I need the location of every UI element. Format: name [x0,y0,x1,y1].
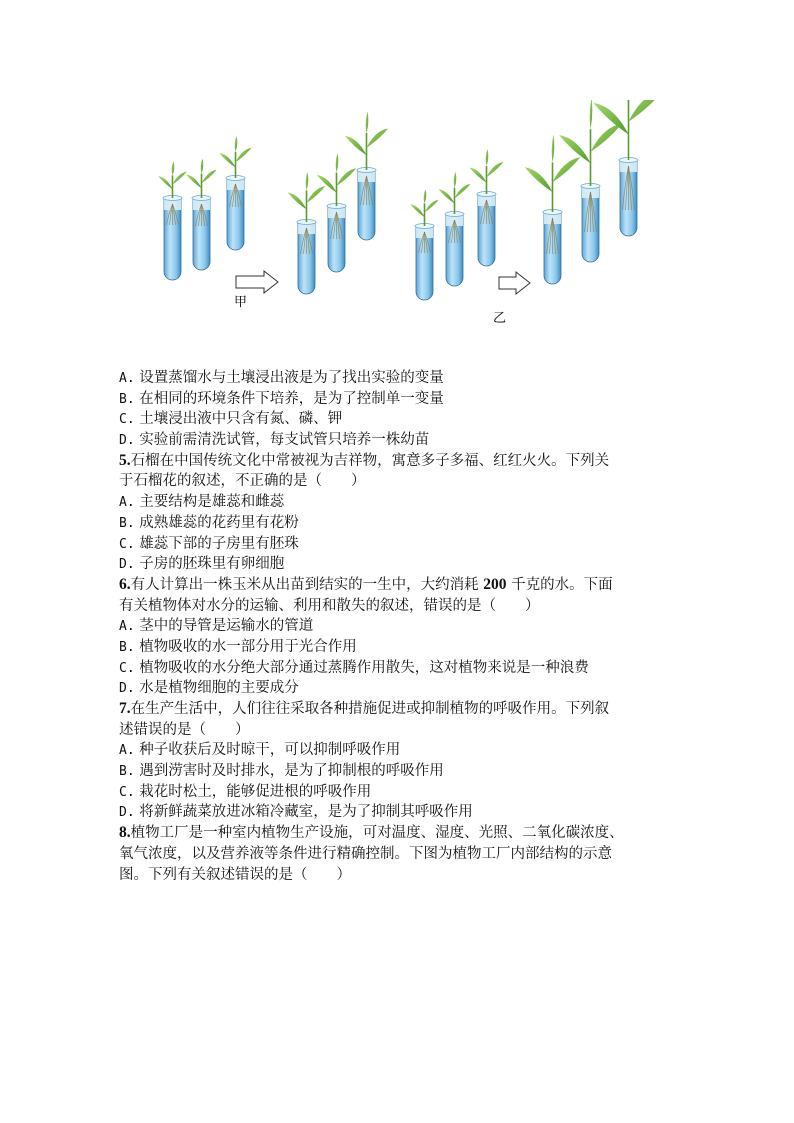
option-text: 成熟雄蕊的花药里有花粉 [139,514,299,531]
option-a [119,368,679,389]
option-a [119,492,679,513]
option-d [119,802,679,823]
option-letter: C. [119,660,135,676]
test-tube [594,100,664,236]
stem-text: 千克的水。下面 [506,576,613,593]
option-c [119,534,679,555]
option-d [119,430,679,451]
option-text: 种子收获后及时晾干，可以抑制呼吸作用 [139,742,401,759]
stem-text: 氧气浓度，以及营养液等条件进行精确控制。下图为植物工厂内部结构的示意 [119,845,612,862]
question-5 [119,451,679,575]
stem-text: 图。下列有关叙述错误的是（ ） [119,866,351,883]
stem-text: 述错误的是（ ） [119,721,250,738]
test-tube [559,100,622,262]
option-a [119,740,679,761]
option-text: 设置蒸馏水与土壤浸出液是为了找出实验的变量 [139,370,444,386]
option-c [119,409,679,430]
arrow-right-icon [499,272,530,294]
test-tube [219,136,251,250]
option-letter: B. [119,515,135,531]
option-b [119,513,679,534]
option-text: 在相同的环境条件下培养，是为了控制单一变量 [139,390,444,407]
question-7 [119,699,679,823]
test-tube [525,135,581,284]
option-c [119,658,679,679]
option-text: 植物吸收的水分绝大部分通过蒸腾作用散失，这对植物来说是一种浪费 [139,659,589,676]
question-number: 7. [119,700,131,717]
test-tube [345,112,388,241]
question-area [119,368,679,885]
option-letter: B. [119,764,135,780]
question-8 [119,823,679,885]
question-stem [119,699,679,720]
q4-options [119,368,679,451]
seedling-test-tube-figure [150,100,670,340]
option-letter: D. [119,805,135,821]
question-stem [119,575,679,596]
option-text: 土壤浸出液中只含有氮、磷、钾 [139,411,343,428]
test-tube [410,189,439,300]
option-d [119,678,679,699]
q5-options [119,492,679,575]
test-tube [288,172,326,294]
stem-text: 植物工厂是一种室内植物生产设施，可对温度、湿度、光照、二氧化碳浓度、 [130,825,624,842]
option-letter: D. [119,557,135,573]
test-tube [317,153,356,272]
stem-text: 有关植物体对水分的运输、利用和散失的叙述，错误的是（ ） [119,597,540,614]
stem-text: 石榴在中国传统文化中常被视为吉祥物，寓意多子多福、红红火火。下列关 [130,452,610,469]
option-text: 植物吸收的水一部分用于光合作用 [139,638,357,655]
test-tube [186,158,216,270]
option-letter: C. [119,784,135,800]
option-b [119,761,679,782]
figure-label-jia: 甲 [234,295,248,310]
test-tube [158,161,187,280]
question-number: 8. [119,824,131,842]
option-text: 遇到涝害时及时排水，是为了抑制根的呼吸作用 [139,763,444,780]
option-d [119,554,679,575]
test-tube [470,149,504,266]
option-letter: A. [119,619,135,635]
option-letter: D. [119,433,135,449]
option-text: 将新鲜蔬菜放进冰箱冷藏室，是为了抑制其呼吸作用 [139,804,473,821]
option-a [119,616,679,637]
arrow-right-icon [236,271,278,293]
q6-options [119,616,679,699]
option-letter: A. [119,743,135,759]
question-number: 5. [119,451,131,469]
question-number: 6. [119,575,131,593]
option-letter: B. [119,639,135,655]
option-text: 茎中的导管是运输水的管道 [139,618,314,635]
option-text: 主要结构是雄蕊和雌蕊 [139,494,285,511]
option-letter: A. [119,495,135,511]
stem-text: 有人计算出一株玉米从出苗到结实的一生中，大约消耗 [130,576,484,593]
option-letter: C. [119,536,135,552]
figure-label-yi: 乙 [493,311,507,326]
option-text: 实验前需清洗试管，每支试管只培养一株幼苗 [139,432,430,449]
option-letter: B. [119,391,135,407]
option-text: 栽花时松土，能够促进根的呼吸作用 [139,783,372,800]
stem-text: 于石榴花的叙述，不正确的是（ ） [119,473,366,490]
question-stem [119,451,679,472]
stem-text: 在生产生活中，人们往往采取各种措施促进或抑制植物的呼吸作用。下列叙 [130,701,610,717]
option-letter: D. [119,681,135,697]
option-text: 雄蕊下部的子房里有胚珠 [139,535,299,552]
option-text: 水是植物细胞的主要成分 [139,680,299,697]
option-c [119,782,679,803]
option-b [119,637,679,658]
option-text: 子房的胚珠里有卵细胞 [139,556,285,573]
water-amount: 200 [483,575,507,593]
question-6 [119,575,679,699]
option-letter: C. [119,412,135,428]
question-stem [119,823,679,844]
q7-options [119,740,679,823]
option-letter: A. [119,371,135,386]
test-tube [438,172,470,286]
option-b [119,389,679,410]
